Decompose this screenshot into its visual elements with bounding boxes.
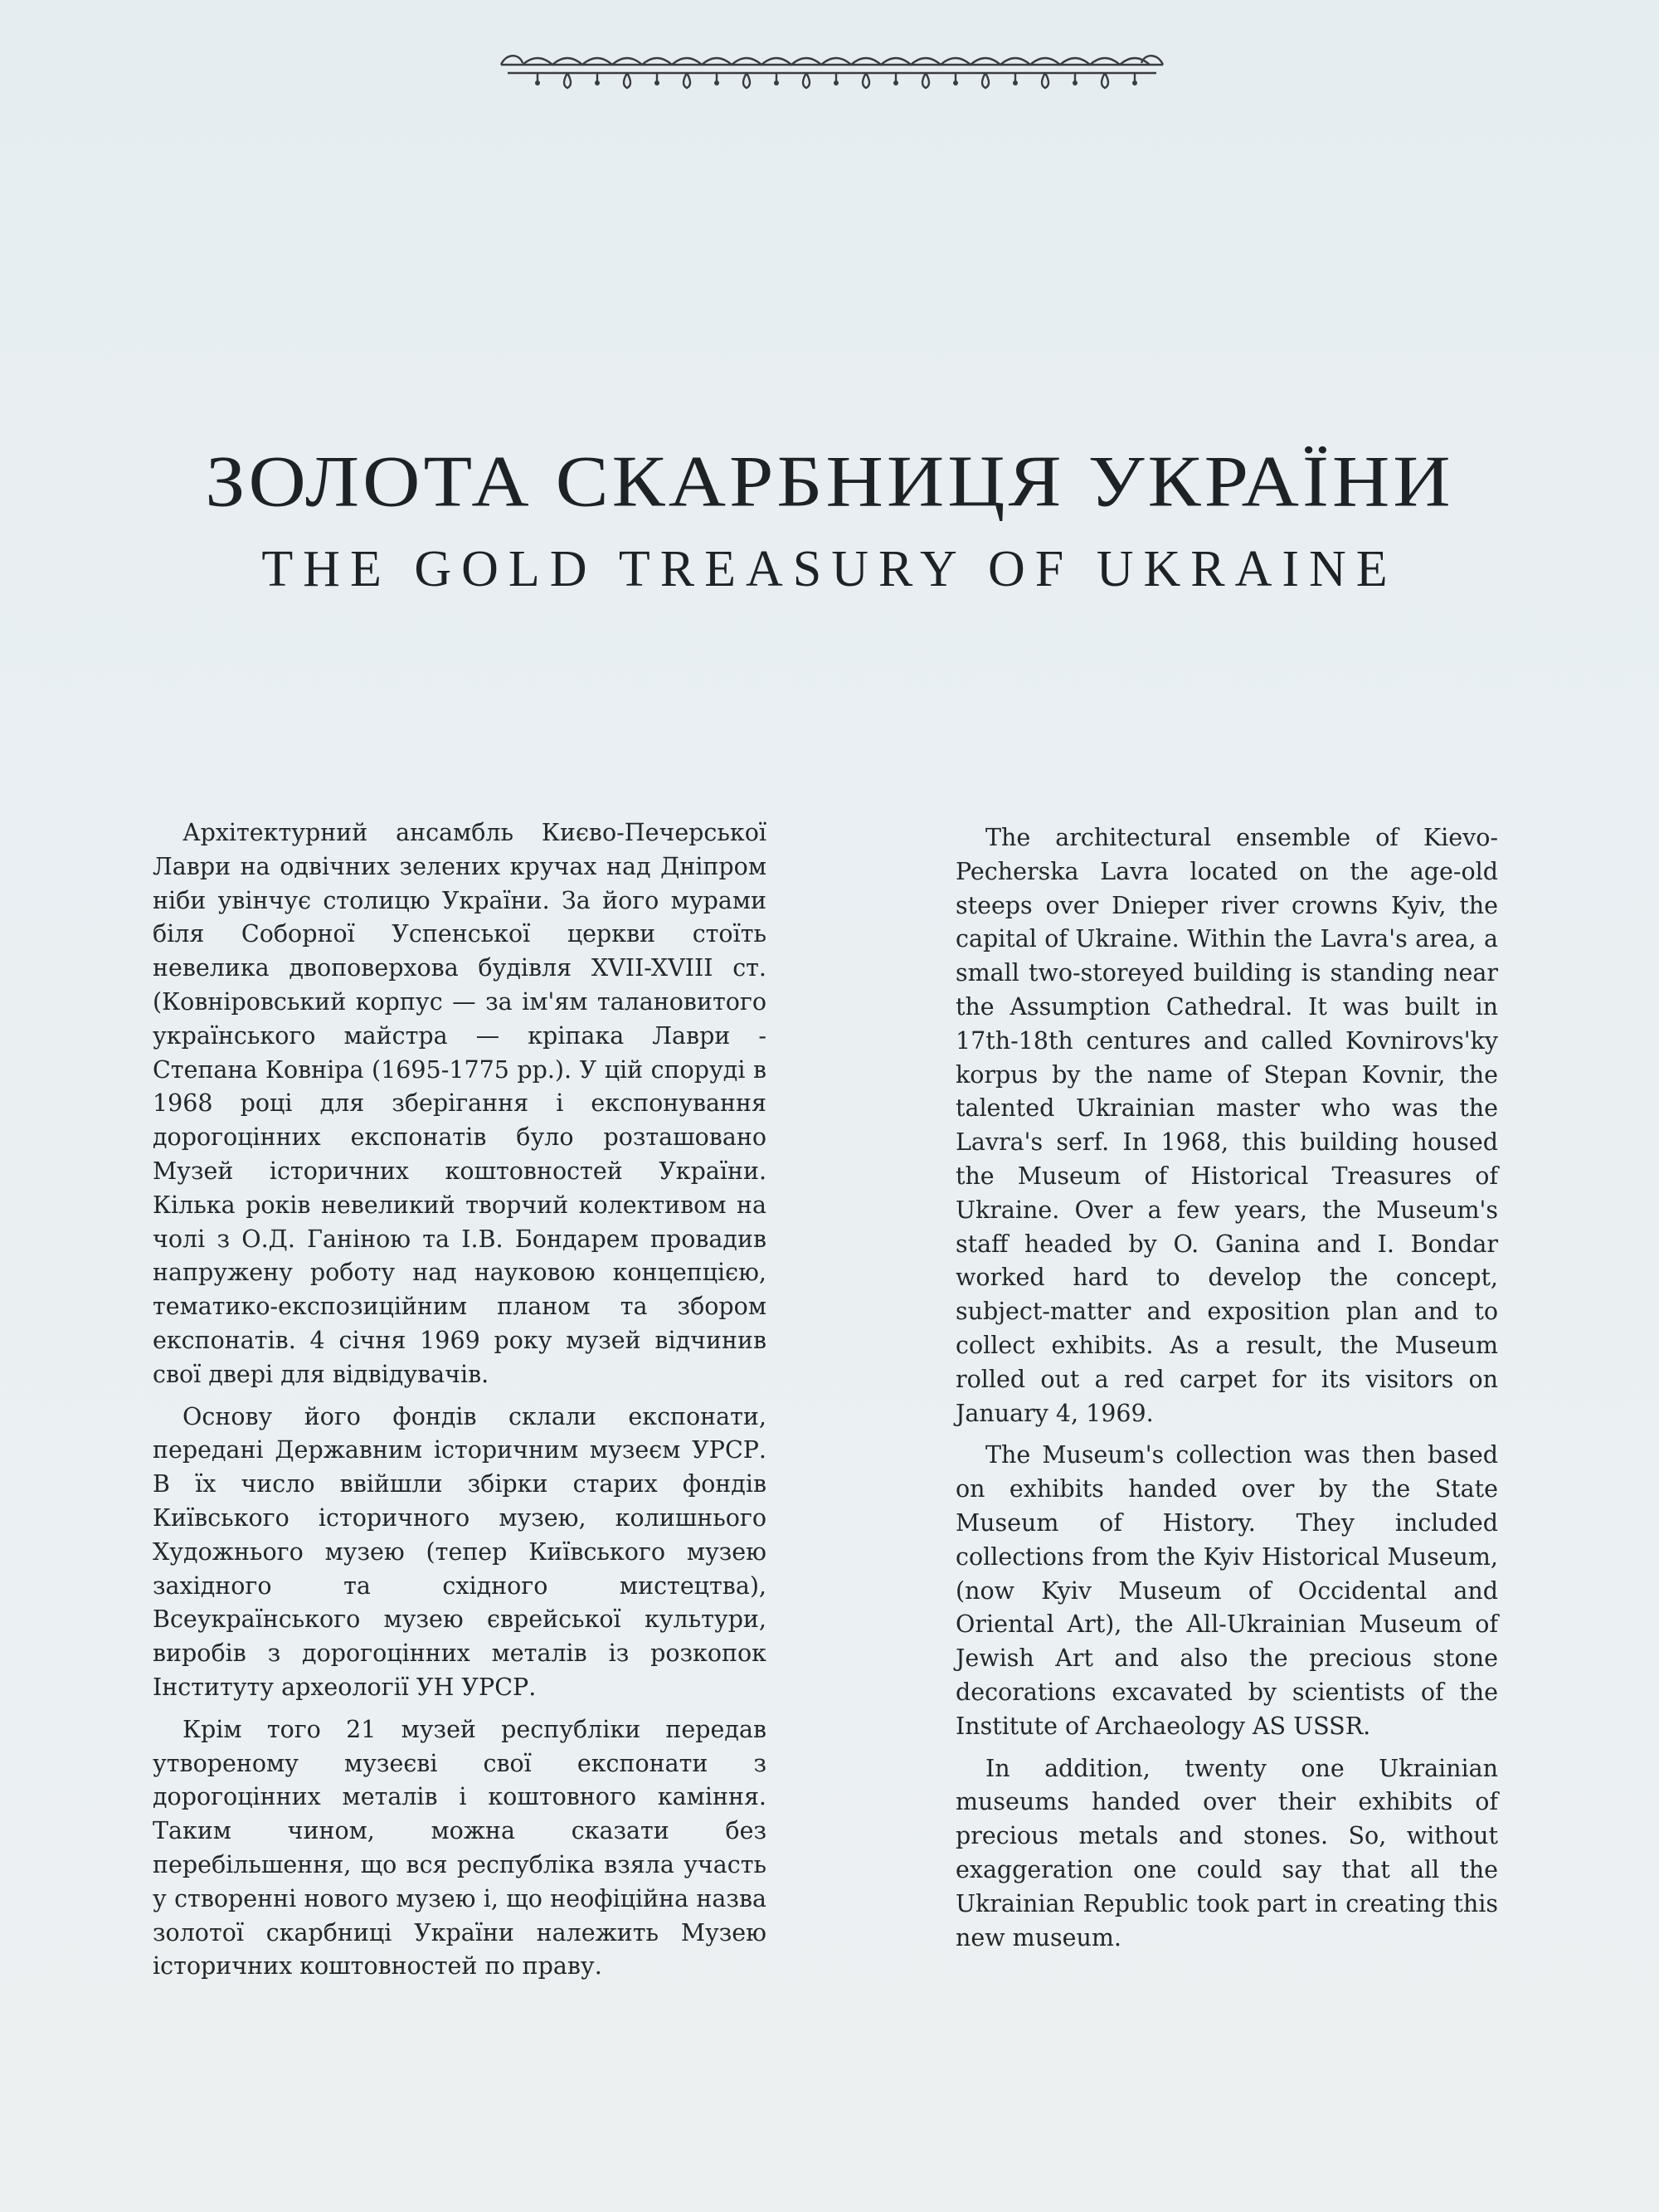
title-ukrainian: ЗОЛОТА СКАРБНИЦЯ УКРАЇНИ	[205, 440, 1454, 522]
decorative-arch-border-icon	[494, 48, 1170, 95]
ukrainian-paragraph-2: Основу його фондів склали експонати, передані Державним історичним музеєм УРСР. В їх число ввійшли збірки старих фондів Київського історичного музею, колишнього Художнього музею (тепер Київського музею західного та східного мистецтва), Всеукраїнського музею єврейської культури, виробів з дорогоцінних металів із розкопок Інституту археології УН УРСР.	[153, 1402, 766, 1701]
english-paragraph-1: The architectural ensemble of Kievo-Pecherska Lavra located on the age-old steeps over Dnieper river crowns Kyiv, the capital of Ukraine. Within the Lavra's area, a small two-storeyed building is standing near the Assumption Cathedral. It was built in 17th-18th centures and called Kovnirovs'ky korpus by the name of Stepan Kovnir, the talented Ukrainian master who was the Lavra's serf. In 1968, this building housed the Museum of Historical Treasures of Ukraine. Over a few years, the Museum's staff headed by O. Ganina and I. Bondar worked hard to develop the concept, subject-matter and exposition plan and to collect exhibits. As a result, the Museum rolled out a red carpet for its visitors on January 4, 1969.	[956, 824, 1498, 1427]
title-english: THE GOLD TREASURY OF UKRAINE	[261, 541, 1398, 597]
ukrainian-paragraph-1: Архітектурний ансамбль Києво-Печерської Лаври на одвічних зелених кручах над Дніпром ніби увінчує столицю України. За його мурами біля Соборної Успенської церкви стоїть невелика двоповерхова будівля XVII-XVIII ст. (Ковніровський корпус — за ім'ям талановитого українського майстра — кріпака Лаври - Степана Ковніра (1695-1775 рр.). У цій споруді в 1968 році для зберігання і експонування дорогоцінних експонатів було розташовано Музей історичних коштовностей України. Кілька років невеликий творчий колективом на чолі з О.Д. Ганіною та І.В. Бондарем провадив напружену роботу над науковою концепцією, тематико-експозиційним планом та збором експонатів. 4 січня 1969 року музей відчинив свої двері для відвідувачів.	[153, 819, 766, 1388]
english-text-column	[956, 821, 1498, 1963]
english-paragraph-2: The Museum's collection was then based on exhibits handed over by the State Museum of History. They included collections from the Kyiv Historical Museum, (now Kyiv Museum of Occidental and Oriental Art), the All-Ukrainian Museum of Jewish Art and also the precious stone decorations excavated by scientists of the Institute of Archaeology AS USSR.	[956, 1441, 1498, 1740]
ukrainian-text-column	[153, 816, 766, 1992]
title-block	[0, 431, 1659, 602]
ukrainian-paragraph-3: Крім того 21 музей республіки передав утвореному музеєві свої експонати з дорогоцінних металів і коштовного каміння. Таким чином, можна сказати без перебільшення, що вся республіка взяла участь у створенні нового музею і, що неофіційна назва золотої скарбниці України належить Музею історичних коштовностей по праву.	[153, 1715, 766, 1981]
english-paragraph-3: In addition, twenty one Ukrainian museums handed over their exhibits of precious metals and stones. So, without exaggeration one could say that all the Ukrainian Republic took part in creating this new museum.	[956, 1754, 1498, 1951]
